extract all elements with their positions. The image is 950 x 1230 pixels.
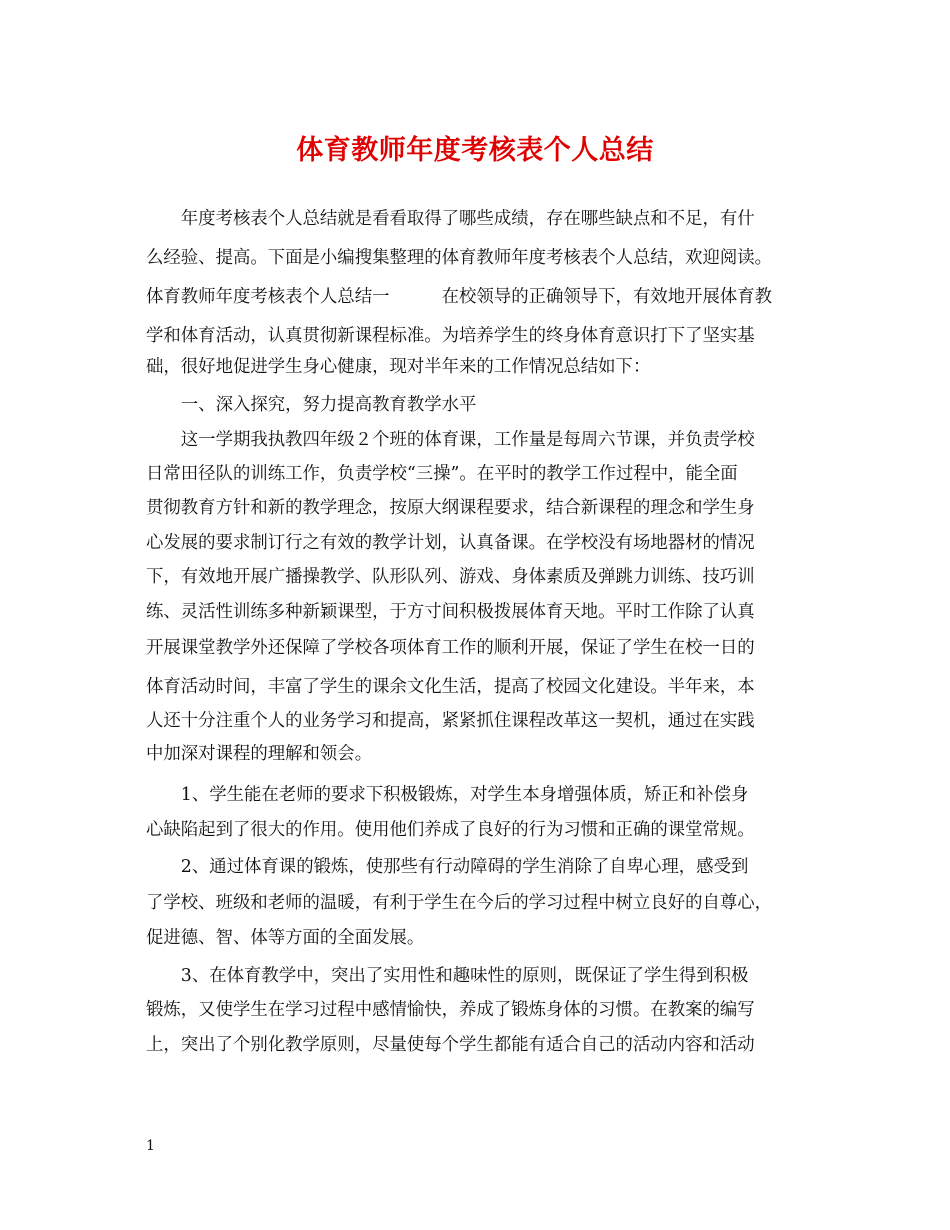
body-line: 促进德、智、体等方面的全面发展。 <box>146 928 425 948</box>
body-line: 学和体育活动，认真贯彻新课程标准。为培养学生的终身体育意识打下了坚实基 <box>146 326 755 346</box>
document-title: 体育教师年度考核表个人总结 <box>296 135 654 166</box>
body-line: 2、通过体育课的锻炼，使那些有行动障碍的学生消除了自卑心理，感受到 <box>146 857 749 877</box>
body-line: 础，很好地促进学生身心健康，现对半年来的工作情况总结如下： <box>146 357 651 377</box>
body-line: 练、灵活性训练多种新颖课型，于方寸间积极拨展体育天地。平时工作除了认真 <box>146 602 755 622</box>
body-line: 体育教师年度考核表个人总结一 在校领导的正确领导下，有效地开展体育教 <box>146 287 773 307</box>
body-line: 人还十分注重个人的业务学习和提高，紧紧抓住课程改革这一契机，通过在实践 <box>146 711 755 731</box>
body-line: 开展课堂教学外还保障了学校各项体育工作的顺利开展，保证了学生在校一日的 <box>146 638 755 658</box>
page-number: 1 <box>146 1138 155 1154</box>
body-line: 这一学期我执教四年级２个班的体育课，工作量是每周六节课，并负责学校 <box>146 430 755 450</box>
body-line: 上，突出了个别化教学原则，尽量使每个学生都能有适合自己的活动内容和活动 <box>146 1035 755 1055</box>
body-line: 体育活动时间，丰富了学生的课余文化生活，提高了校园文化建设。半年来，本 <box>146 677 755 697</box>
body-line: 中加深对课程的理解和领会。 <box>146 744 373 764</box>
body-line: 1、学生能在老师的要求下积极锻炼，对学生本身增强体质，矫正和补偿身 <box>146 785 749 805</box>
body-line: 日常田径队的训练工作，负责学校“三操”。在平时的教学工作过程中，能全面 <box>146 464 738 484</box>
body-line: 贯彻教育方针和新的教学理念，按原大纲课程要求，结合新课程的理念和学生身 <box>146 498 755 518</box>
body-line: 3、在体育教学中，突出了实用性和趣味性的原则，既保证了学生得到积极 <box>146 966 749 986</box>
body-line: 了学校、班级和老师的温暖，有利于学生在今后的学习过程中树立良好的自尊心， <box>146 893 773 913</box>
body-line: 心缺陷起到了很大的作用。使用他们养成了良好的行为习惯和正确的课堂常规。 <box>146 820 755 840</box>
body-line: 心发展的要求制订行之有效的教学计划，认真备课。在学校没有场地器材的情况 <box>146 533 755 553</box>
body-line: 锻炼，又使学生在学习过程中感情愉快，养成了锻炼身体的习惯。在教案的编写 <box>146 1000 755 1020</box>
section-heading: 一、深入探究，努力提高教育教学水平 <box>146 395 477 415</box>
body-line: 下，有效地开展广播操教学、队形队列、游戏、身体素质及弹跳力训练、技巧训 <box>146 567 755 587</box>
body-line: 么经验、提高。下面是小编搜集整理的体育教师年度考核表个人总结，欢迎阅读。 <box>146 248 773 268</box>
body-line: 年度考核表个人总结就是看看取得了哪些成绩，存在哪些缺点和不足，有什 <box>146 209 755 229</box>
